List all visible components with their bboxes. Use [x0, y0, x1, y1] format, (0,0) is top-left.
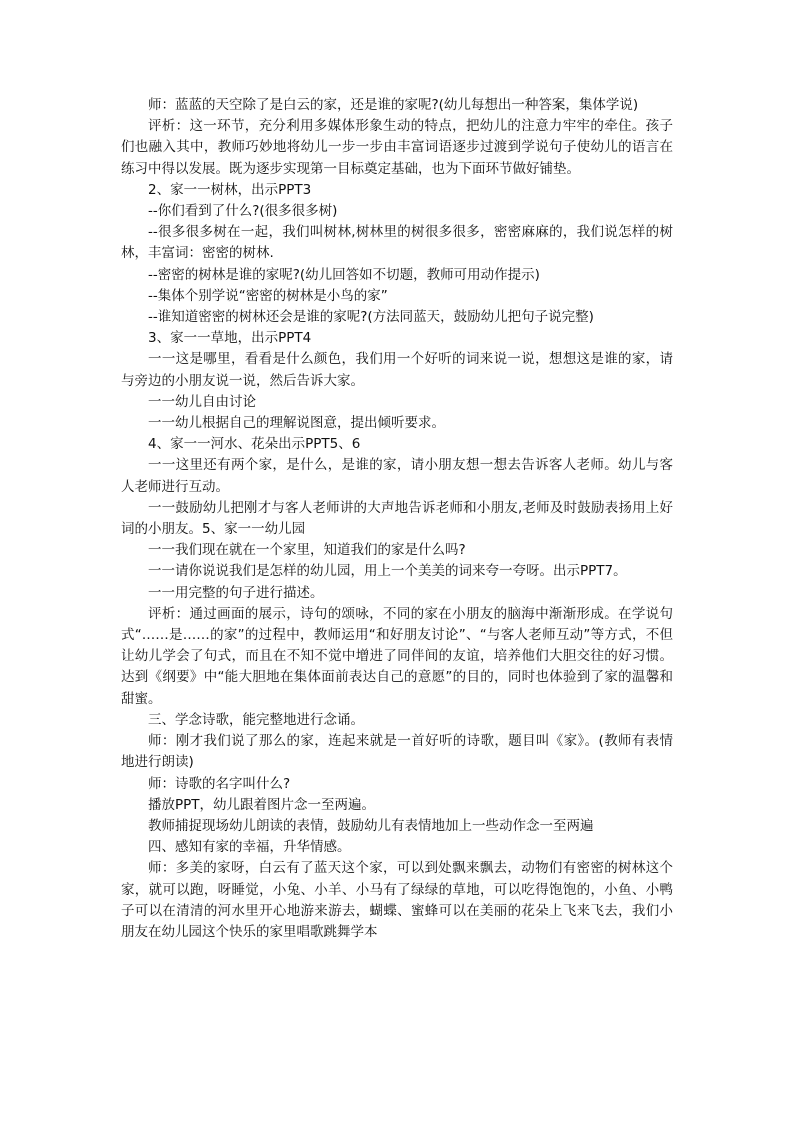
- paragraph-4: --你们看到了什么?(很多很多树): [148, 203, 338, 220]
- paragraph-5: --很多很多树在一起，我们叫树林,树林里的树很多很多，密密麻麻的，我们说怎样的树林，丰富词：密密的树林.: [121, 224, 673, 262]
- paragraph-9: 3、家一一草地，出示PPT4: [148, 330, 312, 347]
- paragraph-2: 评析：这一环节，充分利用多媒体形象生动的特点，把幼儿的注意力牢牢的牵住。孩子们也融入其中，教师巧妙地将幼儿一步一步由丰富词语逐步过渡到学说句子使幼儿的语言在练习中得以发展。既为逐步实现第一目标奠定基础，也为下面环节做好铺垫。: [121, 118, 673, 177]
- paragraph-17: 一一请你说说我们是怎样的幼儿园，用上一个美美的词来夸一夸呀。出示PPT7。: [148, 563, 627, 580]
- paragraph-16: 一一我们现在就在一个家里，知道我们的家是什么吗?: [148, 542, 466, 559]
- paragraph-11: 一一幼儿自由讨论: [148, 393, 256, 410]
- paragraph-7: --集体个别学说“密密的树林是小鸟的家”: [148, 287, 388, 304]
- paragraph-12: 一一幼儿根据自己的理解说图意，提出倾听要求。: [148, 415, 445, 432]
- document-body: [121, 95, 673, 943]
- paragraph-22: 师：诗歌的名字叫什么?: [148, 775, 291, 792]
- paragraph-18: 一一用完整的句子进行描述。: [148, 584, 324, 601]
- paragraph-3: 2、家一一树林，出示PPT3: [148, 181, 312, 198]
- paragraph-14: 一一这里还有两个家，是什么，是谁的家，请小朋友想一想去告诉客人老师。幼儿与客人老师进行互动。: [121, 457, 673, 495]
- paragraph-10: 一一这是哪里，看看是什么颜色，我们用一个好听的词来说一说，想想这是谁的家，请与旁边的小朋友说一说，然后告诉大家。: [121, 351, 673, 389]
- paragraph-8: --谁知道密密的树林还会是谁的家呢?(方法同蓝天，鼓励幼儿把句子说完整): [148, 309, 594, 326]
- paragraph-24: 教师捕捉现场幼儿朗读的表情，鼓励幼儿有表情地加上一些动作念一至两遍: [148, 817, 594, 834]
- paragraph-13: 4、家一一河水、花朵出示PPT5、6: [148, 436, 361, 453]
- paragraph-21: 师：刚才我们说了那么的家，连起来就是一首好听的诗歌，题目叫《家》。(教师有表情地进行朗读): [121, 733, 673, 771]
- paragraph-1: 师：蓝蓝的天空除了是白云的家，还是谁的家呢?(幼儿每想出一种答案，集体学说): [148, 97, 639, 113]
- paragraph-19: 评析：通过画面的展示，诗句的颂咏，不同的家在小朋友的脑海中渐渐形成。在学说句式“……是……的家”的过程中，教师运用“和好朋友讨论”、“与客人老师互动”等方式，不但让幼儿学会了句式，而且在不知不觉中增进了同伴间的友谊，培养他们大胆交往的好习惯。达到《纲要》中“能大胆地在集体面前表达自己的意愿”的目的，同时也体验到了家的温馨和甜蜜。: [121, 605, 673, 707]
- paragraph-23: 播放PPT，幼儿跟着图片念一至两遍。: [148, 796, 376, 813]
- paragraph-6: --密密的树林是谁的家呢?(幼儿回答如不切题，教师可用动作提示): [148, 266, 540, 283]
- paragraph-25: 四、感知有家的幸福，升华情感。: [148, 839, 351, 856]
- paragraph-15: 一一鼓励幼儿把刚才与客人老师讲的大声地告诉老师和小朋友,老师及时鼓励表扬用上好词的小朋友。5、家一一幼儿园: [121, 499, 673, 538]
- paragraph-20: 三、学念诗歌，能完整地进行念诵。: [148, 711, 364, 728]
- paragraph-26: 师：多美的家呀，白云有了蓝天这个家，可以到处飘来飘去，动物们有密密的树林这个家，就可以跑，呀睡觉，小兔、小羊、小马有了绿绿的草地，可以吃得饱饱的，小鱼、小鸭子可以在清清的河水里开心地游来游去，蝴蝶、蜜蜂可以在美丽的花朵上飞来飞去，我们小朋友在幼儿园这个快乐的家里唱歌跳舞学本: [121, 860, 673, 940]
